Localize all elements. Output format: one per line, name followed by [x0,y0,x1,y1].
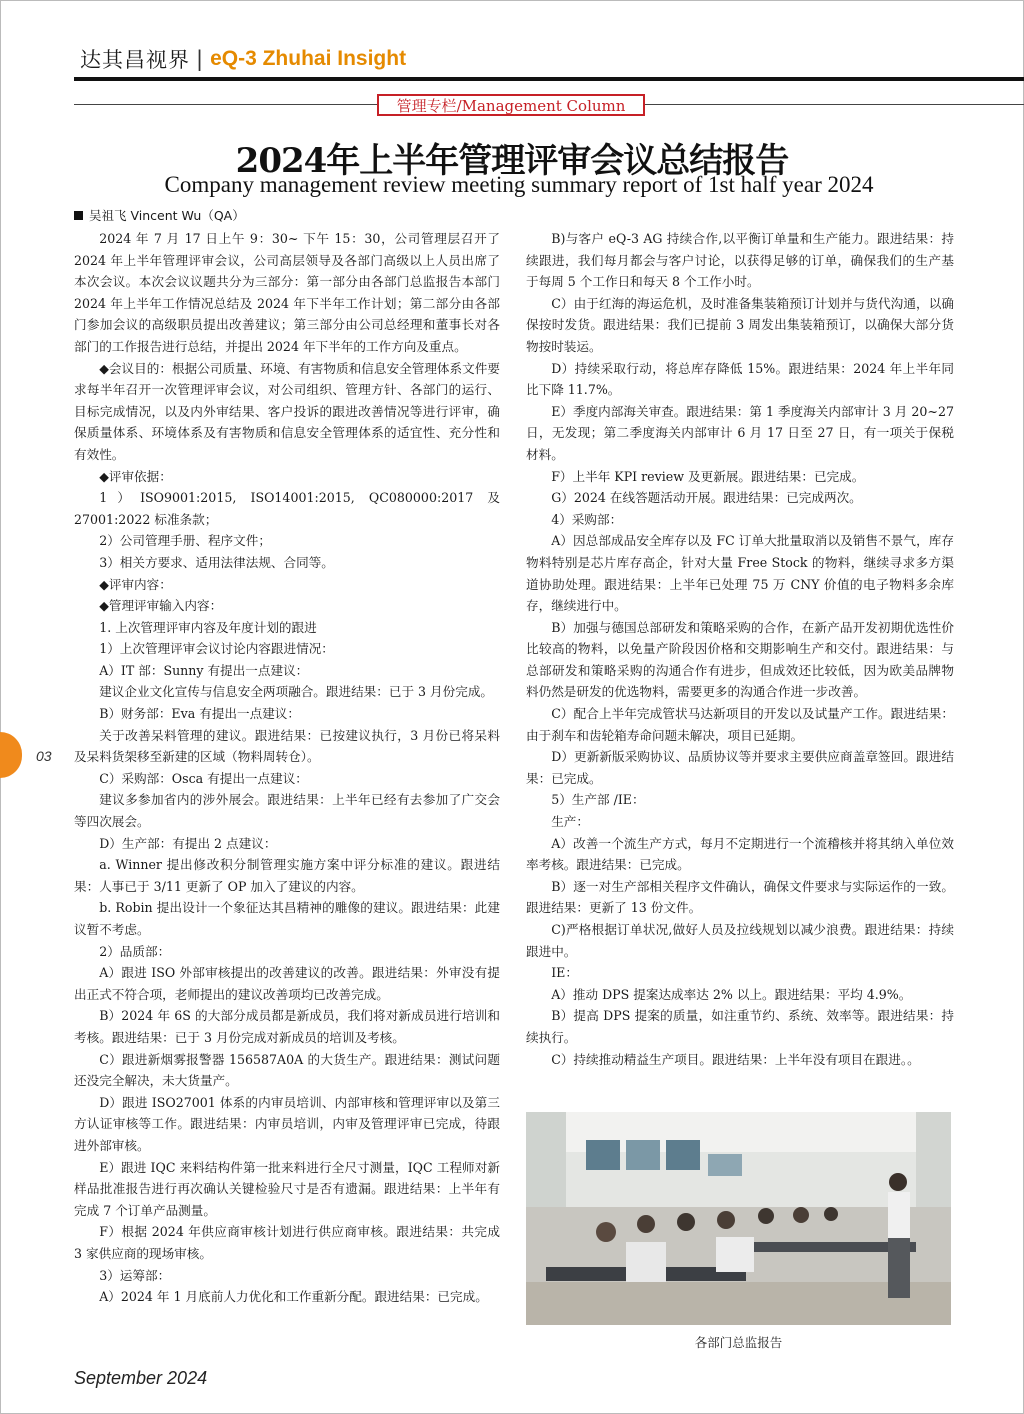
right-paragraph: D）持续采取行动，将总库存降低 15%。跟进结果：2024 年上半年同比下降 11.7%。 [526,360,954,398]
page-number: 03 [36,748,52,764]
left-paragraph: 建议企业文化宣传与信息安全两项融合。跟进结果：已于 3 月份完成。 [99,684,494,700]
right-paragraph: 生产： [551,814,589,830]
left-paragraph: B）2024 年 6S 的大部分成员都是新成员，我们将对新成员进行培训和考核。跟进结果：已于 3 月份完成对新成员的培训及考核。 [74,1008,500,1045]
article-subtitle: Company management review meeting summary report of 1st half year 2024 [164,172,874,197]
right-paragraph: C)严格根据订单状况,做好人员及拉线规划以减少浪费。跟进结果：持续跟进中。 [526,922,954,959]
left-paragraph: B）财务部：Eva 有提出一点建议： [99,706,300,722]
header-cn-title: 达其昌视界 [80,48,190,72]
left-paragraph: C）采购部：Osca 有提出一点建议： [99,770,308,786]
left-paragraph: C）跟进新烟雾报警器 156587A0A 的大货生产。跟进结果：测试问题还没完全解决，未大货量产。 [74,1051,500,1089]
right-paragraph: C）持续推动精益生产项目。跟进结果：上半年没有项目在跟进。。 [551,1051,920,1067]
left-paragraph: D）生产部：有提出 2 点建议： [99,835,277,851]
photo-caption: 各部门总监报告 [694,1335,783,1350]
left-paragraph: A）IT 部：Sunny 有提出一点建议： [99,662,309,678]
right-paragraph: C）配合上半年完成管状马达新项目的开发以及试量产工作。跟进结果：由于刹车和齿轮箱寿命问题未解决，项目已延期。 [526,706,954,743]
left-body [74,228,500,1308]
column-tag: 管理专栏/Management Column [377,94,645,116]
header-rule [74,77,1024,81]
right-paragraph: A）因总部成品安全库存以及 FC 订单大批量取消以及销售不景气，库存物料特别是芯片库存高企，针对大量 Free Stock 的物料，继续寻求多方渠道协助处理。跟进结果：上半年已处理 75 万 CNY 价值的电子物料多余库存，继续进行中。 [526,533,954,614]
author-name: 吴祖飞 Vincent Wu（QA） [89,208,245,223]
header-en-title: eQ-3 Zhuhai Insight [210,47,407,70]
left-paragraph: ◆评审内容： [99,576,172,592]
left-paragraph: E）跟进 IQC 来料结构件第一批来料进行全尺寸测量，IQC 工程师对新样品批准报告进行再次确认关键检验尺寸是否有遗漏。跟进结果：上半年有完成 7 个订单产品测量。 [74,1159,500,1218]
square-bullet-icon [74,211,83,220]
right-paragraph: 4）采购部： [551,511,623,527]
left-paragraph: 2024 年 7 月 17 日上午 9：30~ 下午 15：30，公司管理层召开了 2024 年上半年管理评审会议，公司高层领导及各部门高级以上人员出席了本次会议。本次会议议题共分为三部分：第一部分由各部门总监报告本部门 2024 年上半年工作情况总结及 2024 年下半年工作计划；第二部分由各部门参加会议的高级职员提出改善建议；第三部分由公司总经理和董事长对各部门的工作报告进行总结，并提出 2024 年下半年的工作方向及重点。 [74,231,500,354]
left-paragraph: 1. 上次管理评审内容及年度计划的跟进 [99,619,317,635]
right-paragraph: B）加强与德国总部研发和策略采购的合作，在新产品开发初期优选性价比较高的物料，以免量产阶段因价格和交期影响生产和交付。跟进结果：与总部研发和策略采购的沟通合作有进步，但成效还比较低，因为欧美品牌物料仍然是研发的优选物料，需要更多的沟通合作进一步改善。 [526,619,954,700]
right-paragraph: B)与客户 eQ-3 AG 持续合作,以平衡订单量和生产能力。跟进结果：持续跟进，我们每月都会与客户讨论，以获得足够的订单，确保我们的生产基于每周 5 个工作日和每天 8 个工作小时。 [526,231,954,290]
left-paragraph: 1）上次管理评审会议讨论内容跟进情况： [99,641,334,657]
left-column [74,206,500,1308]
right-paragraph: A）改善一个流生产方式，每月不定期进行一个流稽核并将其纳入单位效率考核。跟进结果：已完成。 [526,835,954,873]
right-column [526,228,954,1070]
left-paragraph: 2）品质部： [99,943,171,959]
right-paragraph: F）上半年 KPI review 及更新展。跟进结果：已完成。 [551,468,865,484]
left-paragraph: ◆会议目的：根据公司质量、环境、有害物质和信息安全管理体系文件要求每半年召开一次管理评审会议，对公司组织、管理方针、各部门的运行、目标完成情况，以及内外审结果、客户投诉的跟进改善情况等进行评审，确保质量体系、环境体系及有害物质和信息安全管理体系的适宜性、充分性和有效性。 [74,360,500,462]
meeting-photo-image [526,1112,951,1325]
page-header [80,44,406,74]
left-paragraph: ◆管理评审输入内容： [99,598,223,614]
left-paragraph: 建议多参加省内的涉外展会。跟进结果：上半年已经有去参加了广交会等四次展会。 [74,792,500,830]
header-separator: | [196,47,205,71]
left-paragraph: 3）相关方要求、适用法律法规、合同等。 [99,554,334,570]
left-paragraph: F）根据 2024 年供应商审核计划进行供应商审核。跟进结果：共完成 3 家供应商的现场审核。 [74,1224,500,1261]
right-paragraph: 5）生产部 /IE： [551,792,645,808]
left-paragraph: a. Winner 提出修改积分制管理实施方案中评分标准的建议。跟进结果：人事已于 3/11 更新了 OP 加入了建议的内容。 [74,857,500,894]
article-title: 2024年上半年管理评审会议总结报告 [235,141,789,181]
right-paragraph: B）提高 DPS 提案的质量，如注重节约、系统、效率等。跟进结果：持续执行。 [526,1008,954,1045]
left-paragraph: 关于改善呆料管理的建议。跟进结果：已按建议执行，3 月份已将呆料及呆料货架移至新建的区域（物料周转仓）。 [74,727,500,765]
left-paragraph: 1）ISO9001:2015, ISO14001:2015, QC080000:2017 及 27001:2022 标准条款； [74,490,500,527]
right-paragraph: G）2024 在线答题活动开展。跟进结果：已完成两次。 [551,490,862,506]
right-paragraph: D）更新新版采购协议、品质协议等并要求主要供应商盖章签回。跟进结果：已完成。 [526,749,954,786]
right-paragraph: E）季度内部海关审查。跟进结果：第 1 季度海关内部审计 3 月 20~27 日，无发现；第二季度海关内部审计 6 月 17 日至 27 日，有一项关于保税材料。 [526,403,954,462]
meeting-photo [526,1112,951,1325]
right-paragraph: B）逐一对生产部相关程序文件确认，确保文件要求与实际运作的一致。跟进结果：更新了 13 份文件。 [526,878,954,916]
left-paragraph: 2）公司管理手册、程序文件； [99,533,271,549]
left-paragraph: 3）运筹部： [99,1267,171,1283]
left-paragraph: D）跟进 ISO27001 体系的内审员培训、内部审核和管理评审以及第三方认证审核等工作。跟进结果：内审员培训，内审及管理评审已完成，待跟进外部审核。 [74,1094,500,1153]
left-paragraph: A）跟进 ISO 外部审核提出的改善建议的改善。跟进结果：外审没有提出正式不符合项，老师提出的建议改善项均已改善完成。 [74,965,500,1002]
left-paragraph: A）2024 年 1 月底前人力优化和工作重新分配。跟进结果：已完成。 [99,1289,488,1305]
left-paragraph: ◆评审依据： [99,468,172,484]
left-paragraph: b. Robin 提出设计一个象征达其昌精神的雕像的建议。跟进结果：此建议暂不考虑。 [74,900,500,937]
right-body [526,228,954,1070]
right-paragraph: A）推动 DPS 提案达成率达 2% 以上。跟进结果：平均 4.9%。 [551,986,912,1002]
footer-date: September 2024 [74,1368,208,1388]
right-paragraph: C）由于红海的海运危机，及时准备集装箱预订计划并与货代沟通，以确保按时发货。跟进结果：我们已提前 3 周发出集装箱预订，以确保大部分货物按时装运。 [526,295,954,354]
right-paragraph: IE： [551,965,578,981]
author-line [74,206,500,226]
